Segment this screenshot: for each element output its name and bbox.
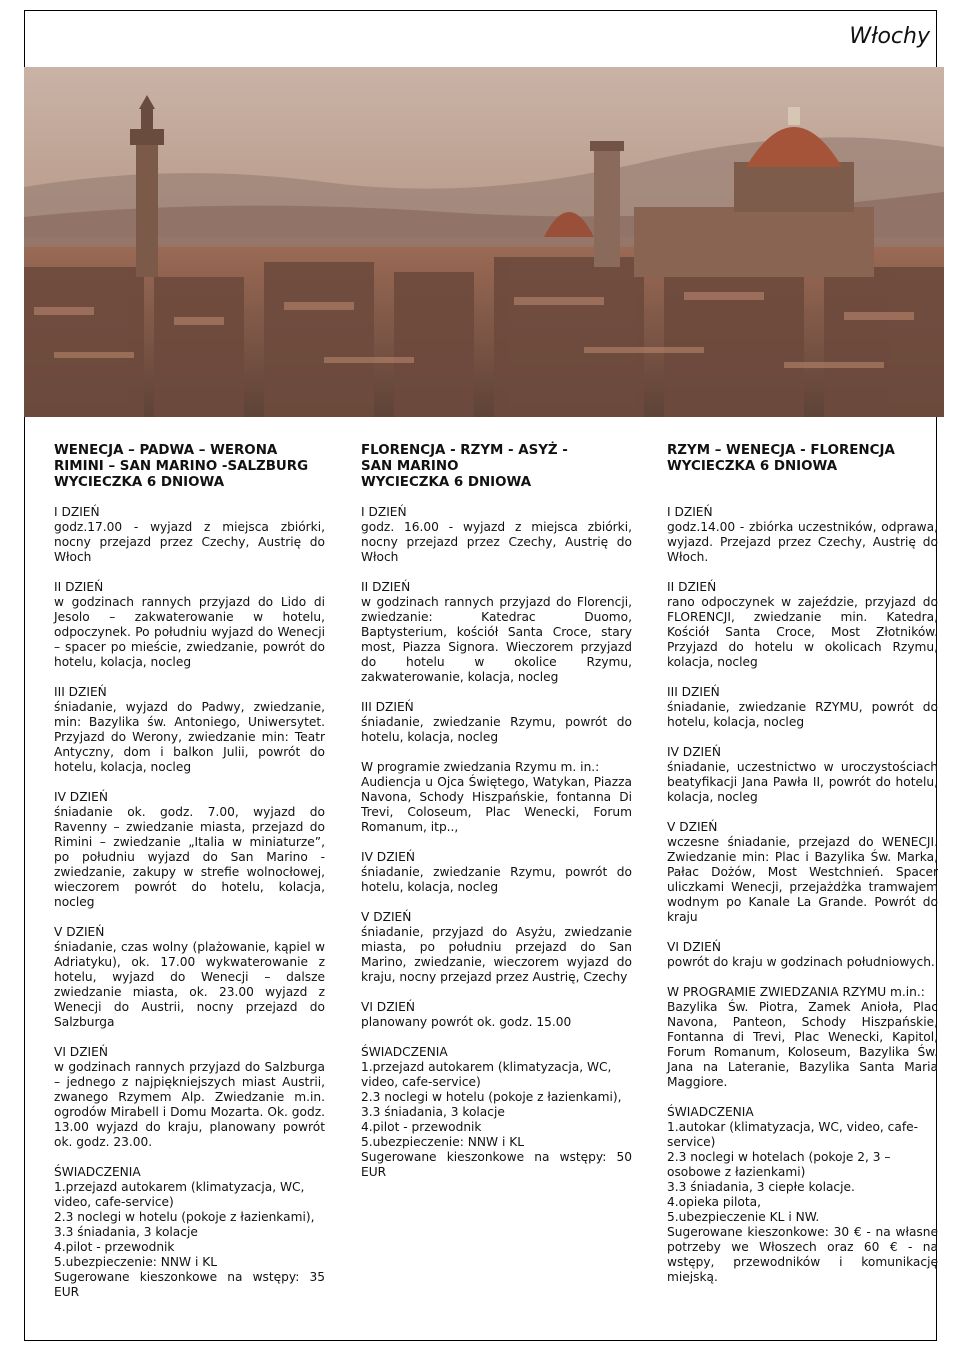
day-label: III DZIEŃ — [667, 685, 720, 699]
day-label: II DZIEŃ — [361, 580, 411, 594]
day-section — [54, 790, 325, 910]
benefits-list — [667, 1105, 938, 1225]
benefit-item: 2.3 noclegi w hotelach (pokoje 2, 3 – osobowe z łazienkami) — [667, 1150, 891, 1179]
day-label: III DZIEŃ — [54, 685, 107, 699]
day-description: w godzinach rannych przyjazd do Lido di Jesolo – zakwaterowanie w hotelu, odpoczynek. Po południu wyjazd do Wenecji – spacer po mieście, zwiedzanie, powrót do hotelu, kolacja, nocleg — [54, 595, 325, 669]
day-section — [667, 940, 938, 970]
day-section — [54, 580, 325, 670]
rome-program-section — [361, 760, 632, 835]
benefit-item: 3.3 śniadania, 3 kolacje — [54, 1225, 198, 1239]
tour-column-florence-rome — [361, 443, 632, 1180]
day-label: VI DZIEŃ — [361, 1000, 415, 1014]
day-section — [54, 925, 325, 1030]
day-label: I DZIEŃ — [54, 505, 100, 519]
rome-program-section — [667, 985, 938, 1090]
day-description: śniadanie, przyjazd do Asyżu, zwiedzanie miasta, po południu przejazd do San Marino, zwiedzanie, wieczorem wyjazd do kraju, nocny przejazd przez Austrię, Czechy — [361, 925, 632, 984]
day-label: VI DZIEŃ — [667, 940, 721, 954]
day-label: I DZIEŃ — [361, 505, 407, 519]
day-section — [361, 1000, 632, 1030]
day-description: śniadanie, zwiedzanie Rzymu, powrót do hotelu, kolacja, nocleg — [361, 715, 632, 744]
benefit-item: 4.pilot - przewodnik — [361, 1120, 482, 1134]
benefit-item: 1.autokar (klimatyzacja, WC, video, cafe-service) — [667, 1120, 919, 1149]
benefits-list — [54, 1165, 325, 1270]
benefit-item: 5.ubezpieczenie: NNW i KL — [54, 1255, 217, 1269]
pocket-money: Sugerowane kieszonkowe: 30 € - na własne potrzeby we Włoszech oraz 60 € - na wstępy, przewodników i komunikację miejską. — [667, 1225, 938, 1284]
day-description: w godzinach rannych przyjazd do Florencji, zwiedzanie: Katedrac Duomo, Baptysterium, kościół Santa Croce, stary most, Piazza Signora. Wieczorem przyjazd do hotelu w okolice Rzymu, zakwaterowanie, kolacja, nocleg — [361, 595, 632, 684]
day-label: IV DZIEŃ — [361, 850, 415, 864]
tour-column-venice — [54, 443, 325, 1300]
florence-skyline-illustration — [24, 67, 944, 417]
day-description: śniadanie, uczestnictwo w uroczystościach beatyfikacji Jana Pawła II, powrót do hotelu, kolacja, nocleg — [667, 760, 938, 804]
day-description: planowany powrót ok. godz. 15.00 — [361, 1015, 572, 1029]
benefits-heading: ŚWIADCZENIA — [667, 1105, 754, 1119]
day-description: śniadanie, czas wolny (plażowanie, kąpiel w Adriatyku), ok. 17.00 wykwaterowanie z hotelu, wyjazd do Wenecji – dalsze zwiedzanie miasta, ok. 23.00 wyjazd z Wenecji do Austrii, nocny przejazd do Salzburga — [54, 940, 325, 1029]
benefits-list — [361, 1045, 632, 1150]
day-section — [361, 700, 632, 745]
benefit-item: 5.ubezpieczenie KL i NW. — [667, 1210, 820, 1224]
day-label: I DZIEŃ — [667, 505, 713, 519]
tour-title-line: FLORENCJA - RZYM - ASYŻ - — [361, 443, 568, 458]
day-description: rano odpoczynek w zajeździe, przyjazd do FLORENCJI, zwiedzanie min. Katedra, Kościół Santa Croce, Most Złotników. Przyjazd do hotelu w okolicach Rzymu, kolacja, nocleg — [667, 595, 938, 669]
day-section — [361, 505, 632, 565]
day-label: III DZIEŃ — [361, 700, 414, 714]
page-title: Włochy — [849, 24, 930, 49]
day-section — [361, 910, 632, 985]
tour-title-line: WENECJA – PADWA – WERONA — [54, 443, 278, 458]
day-label: II DZIEŃ — [54, 580, 104, 594]
tour-title-line: RIMINI – SAN MARINO -SALZBURG — [54, 459, 309, 474]
tour-title — [54, 443, 325, 491]
day-label: II DZIEŃ — [667, 580, 717, 594]
day-section — [667, 820, 938, 925]
tour-title — [667, 443, 938, 475]
day-label: IV DZIEŃ — [667, 745, 721, 759]
benefits-heading: ŚWIADCZENIA — [361, 1045, 448, 1059]
tour-column-rome-venice — [667, 443, 938, 1285]
pocket-money: Sugerowane kieszonkowe na wstępy: 50 EUR — [361, 1150, 632, 1179]
day-section — [667, 685, 938, 730]
day-label: V DZIEŃ — [54, 925, 105, 939]
day-description: śniadanie, wyjazd do Padwy, zwiedzanie, min: Bazylika św. Antoniego, Uniwersytet. Przyjazd do Werony, zwiedzanie min: Teatr Antyczny, dom i balkon Julii, powrót do hotelu, kolacja, nocleg — [54, 700, 325, 774]
day-description: powrót do kraju w godzinach południowych. — [667, 955, 935, 969]
day-section — [667, 505, 938, 565]
day-section — [361, 580, 632, 685]
program-label: W PROGRAMIE ZWIEDZANIA RZYMU m.in.: — [667, 985, 925, 999]
hero-image-florence — [24, 67, 944, 417]
day-description: w godzinach rannych przyjazd do Salzburga – jednego z najpiękniejszych miast Austrii, zwanego Rzymem Alp. Zwiedzanie m.in. ogrodów Mirabell i Domu Mozarta. Ok. godz. 13.00 wyjazd do kraju, planowany powrót ok. godz. 23.00. — [54, 1060, 325, 1149]
tour-title-line: SAN MARINO — [361, 459, 459, 474]
benefit-item: 1.przejazd autokarem (klimatyzacja, WC, video, cafe-service) — [361, 1060, 612, 1089]
program-description: Audiencja u Ojca Świętego, Watykan, Piazza Navona, Schody Hiszpańskie, fontanna Di Trevi, Coloseum, Plac Wenecki, Forum Romanum, itp.., — [361, 775, 632, 834]
day-label: IV DZIEŃ — [54, 790, 108, 804]
day-section — [667, 745, 938, 805]
tour-title-line: RZYM – WENECJA - FLORENCJA — [667, 443, 895, 458]
day-label: V DZIEŃ — [361, 910, 412, 924]
tour-title-line: WYCIECZKA 6 DNIOWA — [361, 475, 532, 490]
day-description: wczesne śniadanie, przejazd do WENECJI. Zwiedzanie min: Plac i Bazylika Św. Marka, Pałac Dożów, Most Westchnień. Spacer uliczkami Wenecji, przejażdżka tramwajem wodnym po Kanale La Grande. Powrót do kraju — [667, 835, 938, 924]
tour-title — [361, 443, 632, 491]
tour-title-line: WYCIECZKA 6 DNIOWA — [667, 459, 838, 474]
day-description: godz. 16.00 - wyjazd z miejsca zbiórki, nocny przejazd przez Czechy, Austrię do Włoch — [361, 520, 632, 564]
day-description: godz.17.00 - wyjazd z miejsca zbiórki, nocny przejazd przez Czechy, Austrię do Włoch — [54, 520, 325, 564]
program-label: W programie zwiedzania Rzymu m. in.: — [361, 760, 600, 774]
day-description: godz.14.00 - zbiórka uczestników, odprawa, wyjazd. Przejazd przez Czechy, Austrię do Włoch. — [667, 520, 938, 564]
benefit-item: 2.3 noclegi w hotelu (pokoje z łazienkami), — [54, 1210, 315, 1224]
day-section — [667, 580, 938, 670]
day-description: śniadanie, zwiedzanie RZYMU, powrót do hotelu, kolacja, nocleg — [667, 700, 938, 729]
day-section — [54, 685, 325, 775]
benefit-item: 5.ubezpieczenie: NNW i KL — [361, 1135, 524, 1149]
day-label: VI DZIEŃ — [54, 1045, 108, 1059]
tour-title-line: WYCIECZKA 6 DNIOWA — [54, 475, 225, 490]
benefit-item: 1.przejazd autokarem (klimatyzacja, WC, video, cafe-service) — [54, 1180, 305, 1209]
day-label: V DZIEŃ — [667, 820, 718, 834]
day-section — [361, 850, 632, 895]
benefit-item: 3.3 śniadania, 3 kolacje — [361, 1105, 505, 1119]
program-description: Bazylika Św. Piotra, Zamek Anioła, Plac Navona, Panteon, Schody Hiszpańskie, Fontanna di Trevi, Plac Wenecki, Kapitol, Forum Romanum, Koloseum, Bazylika Św. Jana na Lateranie, Bazylika Santa Maria Maggiore. — [667, 1000, 938, 1089]
day-section — [54, 1045, 325, 1150]
day-section — [54, 505, 325, 565]
day-description: śniadanie, zwiedzanie Rzymu, powrót do hotelu, kolacja, nocleg — [361, 865, 632, 894]
benefits-heading: ŚWIADCZENIA — [54, 1165, 141, 1179]
benefit-item: 2.3 noclegi w hotelu (pokoje z łazienkami), — [361, 1090, 622, 1104]
benefit-item: 4.pilot - przewodnik — [54, 1240, 175, 1254]
benefit-item: 3.3 śniadania, 3 ciepłe kolacje. — [667, 1180, 855, 1194]
benefit-item: 4.opieka pilota, — [667, 1195, 761, 1209]
pocket-money: Sugerowane kieszonkowe na wstępy: 35 EUR — [54, 1270, 325, 1299]
day-description: śniadanie ok. godz. 7.00, wyjazd do Ravenny – zwiedzanie miasta, przejazd do Rimini – zwiedzanie „Italia w miniaturze”, po południu wyjazd do San Marino - zwiedzanie, zakupy w strefie wolnocłowej, wieczorem powrót do hotelu, kolacja, nocleg — [54, 805, 325, 909]
